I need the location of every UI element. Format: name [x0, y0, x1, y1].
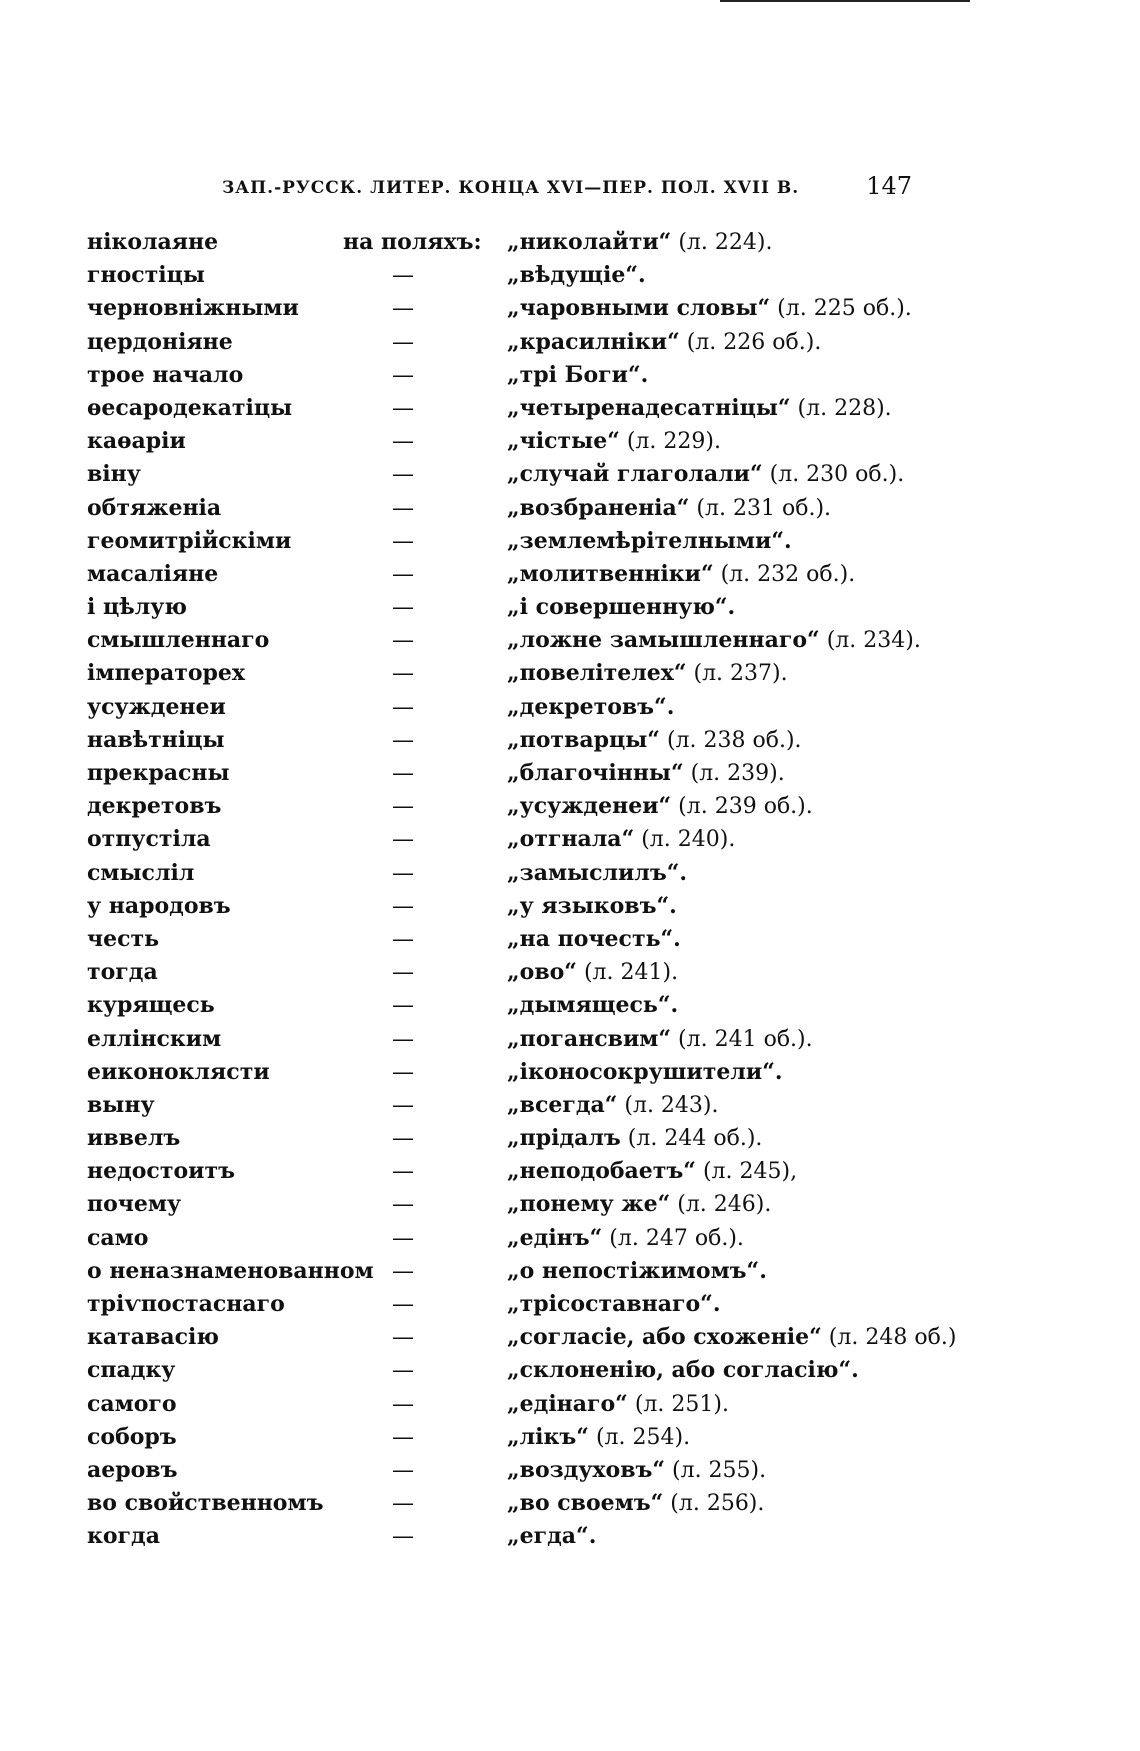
entry-term: смышленнаго — [87, 627, 270, 654]
gloss-word: „воздуховъ“ — [507, 1456, 666, 1483]
entry-marker: — — [392, 1159, 414, 1185]
entry-term: аеровъ — [87, 1456, 178, 1483]
entry-marker: на поляхъ: — [343, 229, 482, 255]
entry-term: імператорех — [87, 660, 246, 687]
gloss-word: „четыренадесатніцы“ — [507, 394, 791, 421]
folio-reference: (л. 256). — [663, 1491, 765, 1517]
entry-term: во свойственномъ — [87, 1490, 324, 1517]
top-rule — [720, 0, 970, 2]
glossary-entry — [0, 1354, 1140, 1387]
glossary-entry — [0, 1454, 1140, 1487]
gloss-word: „чістые“ — [507, 428, 620, 455]
entry-gloss — [507, 823, 735, 856]
entry-gloss — [507, 392, 892, 425]
folio-reference: (л. 248 об.) — [821, 1325, 957, 1351]
gloss-word: „молитвенніки“ — [507, 560, 714, 587]
entry-term: тогда — [87, 959, 158, 986]
entry-marker: — — [392, 827, 414, 853]
entry-marker: — — [392, 595, 414, 621]
entry-marker: — — [392, 329, 414, 355]
entry-gloss — [507, 1288, 721, 1321]
entry-marker: — — [392, 628, 414, 654]
entry-marker: — — [392, 926, 414, 952]
entry-gloss — [507, 1255, 767, 1288]
entry-gloss — [507, 956, 678, 989]
glossary-entry — [0, 757, 1140, 790]
entry-gloss — [507, 1520, 596, 1553]
gloss-word: „ово“ — [507, 959, 577, 986]
entry-term: почему — [87, 1191, 182, 1218]
entry-gloss — [507, 259, 646, 292]
glossary-entry — [0, 857, 1140, 890]
entry-term: геомитрійскіми — [87, 527, 292, 554]
entry-term: масаліяне — [87, 560, 219, 587]
glossary-entry — [0, 558, 1140, 591]
gloss-word: „замыслилъ“. — [507, 859, 688, 886]
folio-reference: (л. 238 об.). — [659, 727, 802, 753]
gloss-word: „і совершенную“. — [507, 594, 736, 621]
gloss-word: „егда“. — [507, 1523, 597, 1550]
entry-marker: — — [392, 1292, 414, 1317]
entry-marker: — — [392, 1391, 414, 1417]
entry-gloss — [507, 923, 681, 956]
entry-gloss — [507, 1222, 744, 1255]
gloss-word: „едінъ“ — [507, 1224, 603, 1251]
entry-term: у народовъ — [87, 892, 231, 919]
glossary-entry — [0, 425, 1140, 458]
folio-reference: (л. 229). — [619, 429, 721, 455]
gloss-word: „повелітелех“ — [507, 660, 687, 687]
folio-reference: (л. 241). — [576, 960, 679, 986]
entry-term: і цѣлую — [87, 594, 187, 621]
folio-reference: (л. 240). — [634, 827, 736, 853]
gloss-word: „всегда“ — [507, 1091, 618, 1118]
glossary-entry — [0, 657, 1140, 690]
gloss-word: „трі Боги“. — [507, 361, 649, 388]
entry-marker: — — [392, 1026, 414, 1052]
entry-term: курящесь — [87, 992, 215, 1019]
glossary-entry — [0, 1056, 1140, 1089]
entry-gloss — [507, 657, 788, 690]
folio-reference: (л. 251). — [627, 1391, 729, 1417]
glossary-entry — [0, 1222, 1140, 1255]
entry-term: обтяженіа — [87, 494, 222, 521]
entry-term: когда — [87, 1523, 160, 1550]
entry-marker: — — [392, 727, 414, 753]
entry-term: декретовъ — [87, 793, 222, 820]
entry-marker: — — [392, 263, 414, 289]
entry-gloss — [507, 1023, 813, 1056]
gloss-word: „трісоставнаго“. — [507, 1291, 721, 1317]
entry-term: еиконоклясти — [87, 1058, 270, 1085]
entry-gloss — [507, 1354, 859, 1387]
gloss-word: „благочінны“ — [507, 760, 684, 786]
entry-gloss — [507, 757, 785, 790]
entry-gloss — [507, 359, 648, 392]
entry-term: само — [87, 1224, 149, 1251]
glossary-entry — [0, 1023, 1140, 1056]
entry-term: ѳесародекатіцы — [87, 394, 293, 421]
entry-term: трое начало — [87, 361, 244, 388]
folio-reference: (л. 232 об.). — [713, 561, 856, 587]
folio-reference: (л. 255). — [665, 1457, 767, 1483]
entry-gloss — [507, 1122, 762, 1155]
entry-marker: — — [392, 1126, 414, 1152]
entry-gloss — [507, 558, 855, 591]
glossary-entry — [0, 923, 1140, 956]
entry-gloss — [507, 458, 904, 491]
glossary-entry — [0, 624, 1140, 657]
gloss-word: „землемѣрітелными“. — [507, 527, 792, 554]
entry-gloss — [507, 857, 687, 890]
gloss-word: „склоненію, або согласію“. — [507, 1357, 859, 1384]
folio-reference: (л. 239). — [683, 761, 785, 786]
entry-marker: — — [392, 1424, 414, 1450]
entry-marker: — — [392, 993, 414, 1019]
entry-gloss — [507, 292, 912, 325]
glossary-entry — [0, 890, 1140, 923]
glossary-entry — [0, 492, 1140, 525]
glossary-entry — [0, 1155, 1140, 1188]
gloss-word: „случай глаголали“ — [507, 461, 763, 488]
entry-marker: — — [392, 761, 414, 786]
folio-reference: (л. 254). — [588, 1424, 691, 1450]
glossary-entry — [0, 1487, 1140, 1520]
glossary-entry — [0, 392, 1140, 425]
entry-gloss — [507, 1388, 729, 1421]
folio-reference: (л. 226 об.). — [679, 329, 822, 355]
entry-term: гностіцы — [87, 262, 205, 289]
glossary-entry — [0, 359, 1140, 392]
glossary-entry — [0, 1089, 1140, 1122]
glossary-entry — [0, 1255, 1140, 1288]
gloss-word: „отгнала“ — [507, 826, 635, 853]
glossary-entry — [0, 292, 1140, 325]
entry-term: честь — [87, 925, 160, 952]
folio-reference: (л. 224). — [671, 230, 773, 255]
gloss-word: „потварцы“ — [507, 726, 660, 753]
entry-gloss — [507, 1089, 719, 1122]
entry-gloss — [507, 326, 821, 359]
gloss-word: „декретовъ“. — [507, 693, 675, 720]
gloss-word: „у языковъ“. — [507, 892, 677, 919]
entry-marker: — — [392, 561, 414, 587]
folio-reference: (л. 244 об.). — [620, 1126, 763, 1152]
entry-term: навѣтніцы — [87, 726, 225, 753]
entry-marker: — — [392, 1258, 414, 1284]
entry-term: самого — [87, 1390, 177, 1417]
gloss-word: „іконосокрушители“. — [507, 1058, 783, 1085]
folio-reference: (л. 230 об.). — [762, 462, 905, 488]
entry-marker: — — [392, 462, 414, 488]
folio-reference: (л. 234). — [819, 628, 921, 654]
glossary-entry — [0, 823, 1140, 856]
entry-gloss — [507, 1454, 766, 1487]
entry-term: прекрасны — [87, 760, 230, 786]
entry-gloss — [507, 1487, 764, 1520]
folio-reference: (л. 246). — [670, 1192, 772, 1218]
entry-marker: — — [392, 860, 414, 886]
entry-gloss — [507, 226, 772, 259]
entry-marker: — — [392, 495, 414, 521]
folio-reference: (л. 237). — [686, 661, 788, 687]
entry-gloss — [507, 1421, 690, 1454]
folio-reference: (л. 243). — [617, 1092, 719, 1118]
page-number: 147 — [866, 172, 912, 200]
entry-marker: — — [392, 362, 414, 388]
entry-marker: — — [392, 960, 414, 986]
glossary-entry — [0, 226, 1140, 259]
entry-marker: — — [392, 528, 414, 554]
entry-marker: — — [392, 1358, 414, 1384]
entry-gloss — [507, 525, 792, 558]
glossary-entry — [0, 1122, 1140, 1155]
folio-reference: (л. 225 об.). — [770, 296, 912, 322]
glossary-entry — [0, 458, 1140, 491]
gloss-word: „погансвим“ — [507, 1025, 672, 1052]
entry-term: выну — [87, 1091, 155, 1118]
glossary-entry — [0, 724, 1140, 757]
glossary-entry — [0, 1520, 1140, 1553]
gloss-word: „чаровными словы“ — [507, 295, 771, 322]
glossary-entry — [0, 1188, 1140, 1221]
entry-gloss — [507, 425, 721, 458]
gloss-word: „усужденеи“ — [507, 793, 672, 820]
entry-marker: — — [392, 661, 414, 687]
entry-marker: — — [392, 794, 414, 820]
gloss-word: „едінаго“ — [507, 1390, 628, 1417]
folio-reference: (л. 247 об.). — [602, 1225, 744, 1251]
entry-term: черновніжными — [87, 295, 299, 322]
entry-gloss — [507, 492, 831, 525]
glossary-entry — [0, 989, 1140, 1022]
gloss-word: „ложне замышленнаго“ — [507, 627, 820, 654]
entry-term: віну — [87, 461, 141, 488]
glossary-entry — [0, 591, 1140, 624]
gloss-word: „неподобаетъ“ — [507, 1158, 696, 1185]
entry-marker: — — [392, 1457, 414, 1483]
glossary-entry — [0, 1321, 1140, 1354]
entry-gloss — [507, 591, 735, 624]
folio-reference: (л. 228). — [790, 395, 892, 421]
gloss-word: „вѣдущіе“. — [507, 262, 646, 289]
glossary-entry — [0, 956, 1140, 989]
page-header — [222, 168, 912, 208]
entry-term: соборъ — [87, 1423, 177, 1450]
entry-marker: — — [392, 1325, 414, 1351]
entry-gloss — [507, 790, 813, 823]
entry-marker: — — [392, 1225, 414, 1251]
gloss-word: „о непостіжимомъ“. — [507, 1257, 767, 1284]
entry-marker: — — [392, 1059, 414, 1085]
entry-gloss — [507, 1188, 771, 1221]
entry-marker: — — [392, 296, 414, 322]
entry-marker: — — [392, 1491, 414, 1517]
running-title: ЗАП.-РУССК. ЛИТЕР. КОНЦА XVI—ПЕР. ПОЛ. XVII В. — [222, 178, 800, 198]
entry-gloss — [507, 1056, 783, 1089]
entry-term: отпустіла — [87, 826, 211, 853]
entry-term: еллінским — [87, 1025, 222, 1052]
glossary-entry — [0, 326, 1140, 359]
entry-term: иввелъ — [87, 1125, 181, 1152]
entry-marker: — — [392, 1092, 414, 1118]
glossary-entry — [0, 691, 1140, 724]
glossary-entry — [0, 1421, 1140, 1454]
entry-term: ніколаяне — [87, 229, 219, 255]
folio-reference: (л. 241 об.). — [671, 1026, 813, 1052]
glossary-entry — [0, 1288, 1140, 1321]
entry-marker: — — [392, 893, 414, 919]
entry-term: смысліл — [87, 859, 195, 886]
entry-term: о неназнаменованном — [87, 1257, 374, 1284]
entry-term: тріѵпостаснаго — [87, 1291, 285, 1317]
entry-marker: — — [392, 395, 414, 421]
gloss-word: „дымящесь“. — [507, 992, 679, 1019]
gloss-word: „во своемъ“ — [507, 1490, 664, 1517]
entry-gloss — [507, 890, 677, 923]
entry-gloss — [507, 624, 921, 657]
folio-reference: (л. 245), — [695, 1159, 798, 1185]
gloss-word: „согласіе, або схоженіе“ — [507, 1324, 822, 1351]
entry-marker: — — [392, 1524, 414, 1550]
gloss-word: „возбраненіа“ — [507, 494, 690, 521]
gloss-word: „понему же“ — [507, 1191, 671, 1218]
entry-marker: — — [392, 429, 414, 455]
entry-marker: — — [392, 694, 414, 720]
gloss-word: „николайти“ — [507, 229, 672, 255]
entry-term: недостоитъ — [87, 1158, 235, 1185]
entry-term: усужденеи — [87, 693, 226, 720]
gloss-word: „прідалъ — [507, 1125, 621, 1152]
folio-reference: (л. 231 об.). — [689, 495, 832, 521]
glossary-entry — [0, 790, 1140, 823]
entry-gloss — [507, 724, 802, 757]
glossary-entry — [0, 525, 1140, 558]
entry-gloss — [507, 691, 674, 724]
entry-term: цердоніяне — [87, 328, 233, 355]
entry-term: катавасію — [87, 1324, 219, 1351]
entry-term: каѳаріи — [87, 428, 186, 455]
glossary-entry — [0, 1388, 1140, 1421]
folio-reference: (л. 239 об.). — [671, 794, 813, 820]
gloss-word: „на почесть“. — [507, 925, 681, 952]
entry-marker: — — [392, 1192, 414, 1218]
glossary-list — [0, 226, 1140, 1554]
entry-gloss — [507, 989, 678, 1022]
entry-gloss — [507, 1321, 956, 1354]
entry-term: спадку — [87, 1357, 176, 1384]
glossary-entry — [0, 259, 1140, 292]
gloss-word: „лікъ“ — [507, 1423, 589, 1450]
entry-gloss — [507, 1155, 797, 1188]
gloss-word: „красилніки“ — [507, 328, 680, 355]
